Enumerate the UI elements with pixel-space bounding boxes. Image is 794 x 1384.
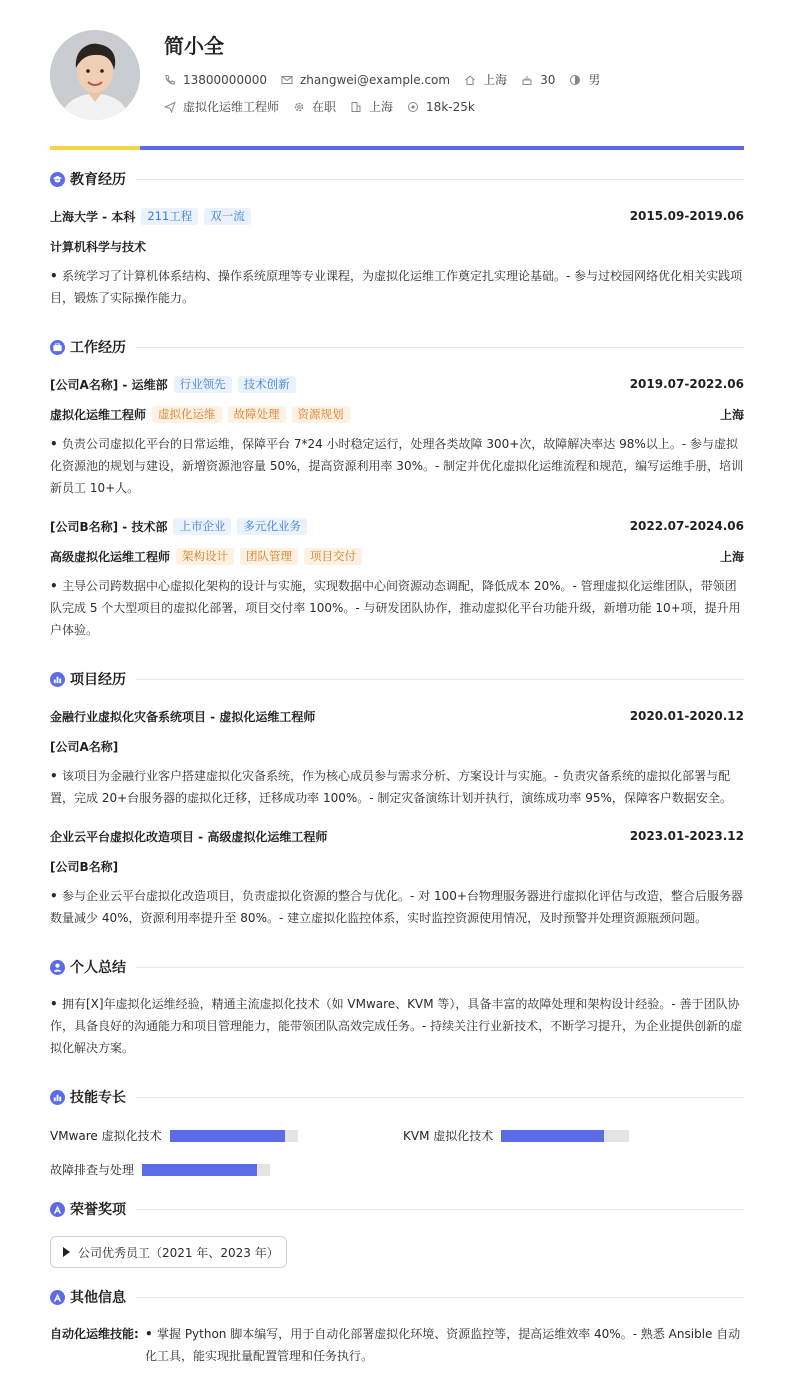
role-tag: 团队管理: [240, 548, 298, 565]
skill-bar-fill: [170, 1130, 285, 1142]
phone-text: 13800000000: [183, 72, 267, 87]
phone-item: [164, 73, 267, 87]
contact-row: [164, 71, 614, 88]
role-tag: 故障处理: [228, 406, 286, 423]
skill-bar-fill: [501, 1130, 603, 1142]
other-label: 自动化运维技能:: [50, 1327, 139, 1341]
other-description: [145, 1323, 744, 1367]
job-company-row: [50, 375, 744, 393]
bullet: •: [50, 889, 58, 903]
role-tag: 资源规划: [292, 406, 350, 423]
job-period: 2022.07-2024.06: [629, 519, 744, 533]
job-company-row: [50, 517, 744, 535]
info-icon: [50, 1290, 65, 1305]
summary-desc-text: 拥有[X]年虚拟化运维经验，精通主流虚拟化技术（如 VMware、KVM 等），具备丰富的故障处理和架构设计经验。- 善于团队协作，具备良好的沟通能力和项目管理能力，能带领团队高效完成任务。- 持续关注行业新技术，不断学习提升，为企业提供创新的虚拟化解决方案。: [50, 997, 743, 1055]
position-item: [164, 98, 279, 115]
summary-description: [50, 993, 744, 1059]
briefcase-icon: [50, 340, 65, 355]
project-row: [50, 827, 744, 845]
skill-bar: [142, 1164, 270, 1176]
gear-icon: [293, 101, 305, 113]
project-name: 金融行业虚拟化灾备系统项目 - 虚拟化运维工程师: [50, 709, 316, 724]
job-city: 上海: [719, 549, 744, 564]
job-role-row: [50, 405, 744, 423]
bar-chart-icon: [50, 1090, 65, 1105]
bullet: •: [50, 769, 58, 783]
avatar: [50, 30, 140, 120]
major-name: 计算机科学与技术: [50, 239, 147, 254]
skill-name: KVM 虚拟化技术: [403, 1129, 494, 1143]
section-work: [50, 336, 744, 358]
project-period: 2023.01-2023.12: [629, 829, 744, 843]
cake-icon: [521, 74, 533, 86]
section-honors: [50, 1198, 744, 1220]
honor-text: 公司优秀员工（2021 年、2023 年）: [78, 1245, 279, 1260]
project-row: [50, 707, 744, 725]
expand-triangle-icon: [63, 1247, 70, 1257]
age-item: [521, 73, 555, 87]
section-title: 教育经历: [70, 172, 126, 188]
user-icon: [50, 960, 65, 975]
bullet: •: [145, 1327, 153, 1341]
header-divider-accent: [50, 146, 140, 150]
job-role: 高级虚拟化运维工程师: [50, 549, 171, 564]
section-divider: [136, 179, 744, 180]
gender-item: [569, 71, 600, 88]
section-title: 个人总结: [70, 960, 126, 976]
skill-bar: [501, 1130, 629, 1142]
company-name: [公司B名称] - 技术部: [50, 519, 168, 534]
skill-bar-fill: [142, 1164, 257, 1176]
skill-item: [50, 1127, 298, 1144]
bullet: •: [50, 579, 58, 593]
section-other: [50, 1286, 744, 1308]
section-education: [50, 168, 744, 190]
school-tag: 双一流: [204, 208, 251, 225]
phone-icon: [164, 74, 176, 86]
bullet: •: [50, 997, 58, 1011]
age-text: 30: [540, 72, 556, 87]
city-item: [350, 98, 393, 115]
section-title: 荣誉奖项: [70, 1202, 126, 1218]
other-desc-text: 掌握 Python 脚本编写，用于自动化部署虚拟化环境、资源监控等，提高运维效率 40%。- 熟悉 Ansible 自动化工具，能实现批量配置管理和任务执行。: [145, 1327, 741, 1363]
honor-item[interactable]: [50, 1236, 287, 1268]
company-tag: 技术创新: [238, 376, 296, 393]
candidate-name: 简小全: [164, 34, 224, 58]
education-description: [50, 265, 744, 309]
building-icon: [350, 101, 362, 113]
job-intent-row: [164, 98, 489, 115]
header-divider-bar: [50, 146, 744, 150]
section-divider: [136, 1297, 744, 1298]
project-company: [公司B名称]: [50, 859, 119, 874]
job-period: 2019.07-2022.06: [629, 377, 744, 391]
job-city: 上海: [719, 407, 744, 422]
job-desc-text: 负责公司虚拟化平台的日常运维，保障平台 7*24 小时稳定运行，处理各类故障 300+次，故障解决率达 98%以上。- 参与虚拟化资源池的规划与建设，新增资源池容量 50%，提高资源利用率 30%。- 制定并优化虚拟化运维流程和规范，编写运维手册，培训新员工 10+人。: [50, 437, 744, 495]
skill-item: [403, 1127, 629, 1144]
email-item: [281, 73, 450, 87]
project-desc-text: 该项目为金融行业客户搭建虚拟化灾备系统，作为核心成员参与需求分析、方案设计与实施。- 负责灾备系统的虚拟化部署与配置，完成 20+台服务器的虚拟化迁移，迁移成功率 100%。- 制定灾备演练计划并执行，演练成功率 95%，保障客户数据安全。: [50, 769, 732, 805]
home-icon: [464, 74, 476, 86]
resume-header: [50, 30, 744, 120]
project-company: [公司A名称]: [50, 739, 119, 754]
send-icon: [164, 101, 176, 113]
project-desc-text: 参与企业云平台虚拟化改造项目，负责虚拟化资源的整合与优化。- 对 100+台物理服务器进行虚拟化评估与改造，整合后服务器数量减少 40%，资源利用率提升至 80%。- 建立虚拟化监控体系，实时监控资源使用情况，及时预警并处理资源瓶颈问题。: [50, 889, 743, 925]
skill-name: 故障排查与处理: [50, 1163, 135, 1177]
graduation-cap-icon: [50, 172, 65, 187]
company-tag: 多元化业务: [237, 518, 307, 535]
mail-icon: [281, 74, 293, 86]
education-row: [50, 207, 744, 225]
project-description: [50, 765, 744, 809]
job-description: [50, 433, 744, 499]
section-title: 工作经历: [70, 340, 126, 356]
location-text: 上海: [483, 73, 508, 87]
education-period: 2015.09-2019.06: [629, 209, 744, 223]
city-text: 上海: [369, 100, 394, 114]
company-name: [公司A名称] - 运维部: [50, 377, 168, 392]
role-tag: 架构设计: [176, 548, 234, 565]
status-item: [293, 98, 336, 115]
section-projects: [50, 668, 744, 690]
role-tag: 项目交付: [304, 548, 362, 565]
role-tag: 虚拟化运维: [152, 406, 222, 423]
salary-text: 18k-25k: [426, 99, 475, 114]
job-description: [50, 575, 744, 641]
salary-icon: [407, 101, 419, 113]
gender-icon: [569, 74, 581, 86]
section-divider: [136, 967, 744, 968]
location-item: [464, 71, 507, 88]
bar-chart-icon: [50, 672, 65, 687]
school-name: 上海大学 - 本科: [50, 209, 136, 224]
education-desc-text: 系统学习了计算机体系结构、操作系统原理等专业课程，为虚拟化运维工作奠定扎实理论基础。- 参与过校园网络优化相关实践项目，锻炼了实际操作能力。: [50, 269, 743, 305]
job-role: 虚拟化运维工程师: [50, 407, 147, 422]
status-text: 在职: [312, 100, 337, 114]
project-description: [50, 885, 744, 929]
company-tag: 行业领先: [174, 376, 232, 393]
section-divider: [136, 679, 744, 680]
salary-item: [407, 100, 475, 114]
job-desc-text: 主导公司跨数据中心虚拟化架构的设计与实施，实现数据中心间资源动态调配，降低成本 20%。- 管理虚拟化运维团队，带领团队完成 5 个大型项目的虚拟化部署，项目交付率 100%。- 与研发团队协作，推动虚拟化平台功能升级，新增功能 10+项，提升用户体验。: [50, 579, 741, 637]
section-title: 技能专长: [70, 1090, 126, 1106]
project-company-row: [50, 857, 744, 875]
section-title: 其他信息: [70, 1290, 126, 1306]
job-role-row: [50, 547, 744, 565]
section-divider: [136, 1097, 744, 1098]
section-summary: [50, 956, 744, 978]
award-icon: [50, 1202, 65, 1217]
skill-bar: [170, 1130, 298, 1142]
gender-text: 男: [588, 73, 601, 87]
project-name: 企业云平台虚拟化改造项目 - 高级虚拟化运维工程师: [50, 829, 328, 844]
position-text: 虚拟化运维工程师: [183, 100, 280, 114]
company-tag: 上市企业: [173, 518, 231, 535]
section-skills: [50, 1086, 744, 1108]
bullet: •: [50, 269, 58, 283]
section-divider: [136, 1209, 744, 1210]
bullet: •: [50, 437, 58, 451]
project-company-row: [50, 737, 744, 755]
section-divider: [136, 347, 744, 348]
project-period: 2020.01-2020.12: [629, 709, 744, 723]
school-tag: 211工程: [141, 208, 198, 225]
major-row: [50, 237, 744, 255]
skill-name: VMware 虚拟化技术: [50, 1129, 162, 1143]
skill-item: [50, 1161, 270, 1178]
section-title: 项目经历: [70, 672, 126, 688]
email-text: zhangwei@example.com: [299, 72, 451, 87]
